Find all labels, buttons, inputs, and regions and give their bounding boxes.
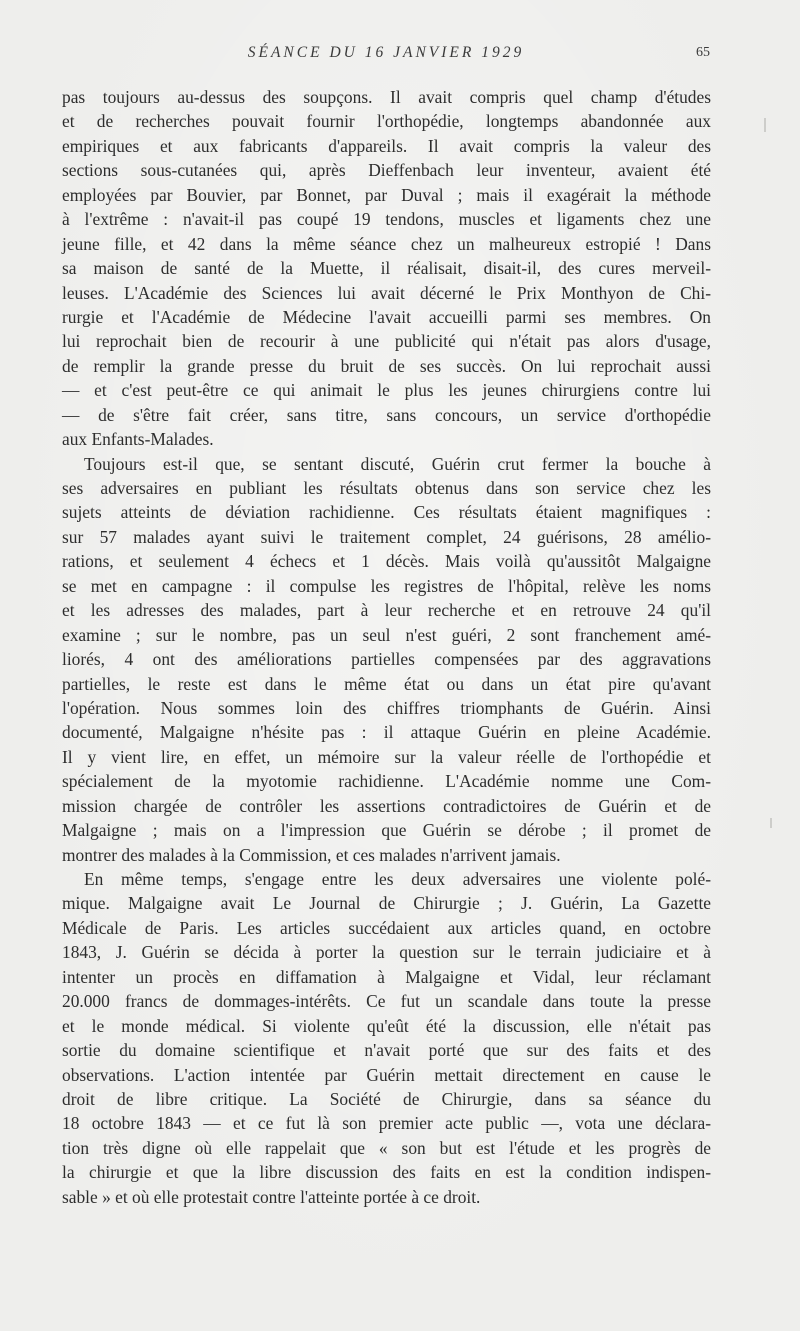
text-line: 1843, J. Guérin se décida à porter la question sur le terrain judiciaire et à <box>62 942 711 963</box>
text-line: sur 57 malades ayant suivi le traitement complet, 24 guérisons, 28 amélio- <box>62 526 711 547</box>
text-line: montrer des malades à la Commission, et ces malades n'arrivent jamais. <box>62 844 561 865</box>
text-line: lui reprochait bien de recourir à une publicité qui n'était pas alors d'usage, <box>62 331 711 352</box>
page-number: 65 <box>696 45 710 60</box>
text-line: et les adresses des malades, part à leur recherche et en retrouve 24 qu'il <box>62 600 711 621</box>
text-line: l'opération. Nous sommes loin des chiffres triomphants de Guérin. Ainsi <box>62 697 711 718</box>
text-line: tion très digne où elle rappelait que « son but est l'étude et les progrès de <box>62 1137 711 1158</box>
text-line: 18 octobre 1843 — et ce fut là son premier acte public —, vota une déclara- <box>62 1113 711 1134</box>
text-line: sujets atteints de déviation rachidienne. Ces résultats étaient magnifiques : <box>62 502 711 523</box>
text-line: la chirurgie et que la libre discussion des faits en est la condition indispen- <box>62 1162 711 1183</box>
text-line: rations, et seulement 4 échecs et 1 décès. Mais voilà qu'aussitôt Malgaigne <box>62 551 711 572</box>
text-line: à l'extrême : n'avait-il pas coupé 19 tendons, muscles et ligaments chez une <box>62 209 711 230</box>
text-line: examine ; sur le nombre, pas un seul n'est guéri, 2 sont franchement amé- <box>62 624 711 645</box>
text-line: mission chargée de contrôler les assertions contradictoires de Guérin et de <box>62 795 711 816</box>
text-line: et de recherches pouvait fournir l'orthopédie, longtemps abandonnée aux <box>62 111 711 132</box>
text-line: se met en campagne : il compulse les registres de l'hôpital, relève les noms <box>62 575 711 596</box>
text-line: intenter un procès en diffamation à Malgaigne et Vidal, leur réclamant <box>62 966 711 987</box>
text-line: sortie du domaine scientifique et n'avait porté que sur des faits et des <box>62 1040 711 1061</box>
text-line: observations. L'action intentée par Guérin mettait directement en cause le <box>62 1064 711 1085</box>
text-line: de remplir la grande presse du bruit de ses succès. On lui reprochait aussi <box>62 355 711 376</box>
text-line: sections sous-cutanées qui, après Dieffenbach leur inventeur, avaient été <box>62 160 711 181</box>
text-line: — et c'est peut-être ce qui animait le plus les jeunes chirurgiens contre lui <box>62 380 711 401</box>
text-line: employées par Bouvier, par Bonnet, par Duval ; mais il exagérait la méthode <box>62 184 711 205</box>
text-line: documenté, Malgaigne n'hésite pas : il attaque Guérin en pleine Académie. <box>62 722 711 743</box>
text-line: — de s'être fait créer, sans titre, sans concours, un service d'orthopédie <box>62 404 711 425</box>
text-line: partielles, le reste est dans le même état ou dans un état pire qu'avant <box>62 673 711 694</box>
text-line: leuses. L'Académie des Sciences lui avait décerné le Prix Monthyon de Chi- <box>62 282 711 303</box>
text-line: pas toujours au-dessus des soupçons. Il avait compris quel champ d'études <box>62 87 711 107</box>
text-line: 20.000 francs de dommages-intérêts. Ce fut un scandale dans toute la presse <box>62 991 711 1012</box>
text-line: Toujours est-il que, se sentant discuté, Guérin crut fermer la bouche à <box>84 453 711 474</box>
text-line: liorés, 4 ont des améliorations partielles compensées par des aggravations <box>62 649 711 670</box>
text-line: mique. Malgaigne avait Le Journal de Chirurgie ; J. Guérin, La Gazette <box>62 893 711 914</box>
scan-speck <box>770 818 772 828</box>
text-line: rurgie et l'Académie de Médecine l'avait accueilli parmi ses membres. On <box>62 306 711 327</box>
text-line: aux Enfants-Malades. <box>62 429 214 450</box>
scan-speck <box>764 118 766 132</box>
text-line: Malgaigne ; mais on a l'impression que Guérin se dérobe ; il promet de <box>62 820 711 841</box>
body-text <box>62 85 711 1209</box>
text-line: et le monde médical. Si violente qu'eût été la discussion, elle n'était pas <box>62 1015 711 1036</box>
running-title: SÉANCE DU 16 JANVIER 1929 <box>247 44 525 61</box>
running-head <box>62 44 710 70</box>
text-line: sable » et où elle protestait contre l'atteinte portée à ce droit. <box>62 1186 481 1207</box>
text-line: empiriques et aux fabricants d'appareils. Il avait compris la valeur des <box>62 135 711 156</box>
text-line: jeune fille, et 42 dans la même séance chez un malheureux estropié ! Dans <box>62 233 711 254</box>
text-line: Il y vient lire, en effet, un mémoire sur la valeur réelle de l'orthopédie et <box>62 746 711 767</box>
text-line: ses adversaires en publiant les résultats obtenus dans son service chez les <box>62 478 711 498</box>
text-line: Médicale de Paris. Les articles succédaient aux articles quand, en octobre <box>62 917 711 938</box>
text-line: En même temps, s'engage entre les deux adversaires une violente polé- <box>84 869 711 889</box>
text-line: droit de libre critique. La Société de Chirurgie, dans sa séance du <box>62 1088 711 1109</box>
text-line: sa maison de santé de la Muette, il réalisait, disait-il, des cures merveil- <box>62 258 711 279</box>
text-line: spécialement de la myotomie rachidienne. L'Académie nomme une Com- <box>62 771 711 792</box>
